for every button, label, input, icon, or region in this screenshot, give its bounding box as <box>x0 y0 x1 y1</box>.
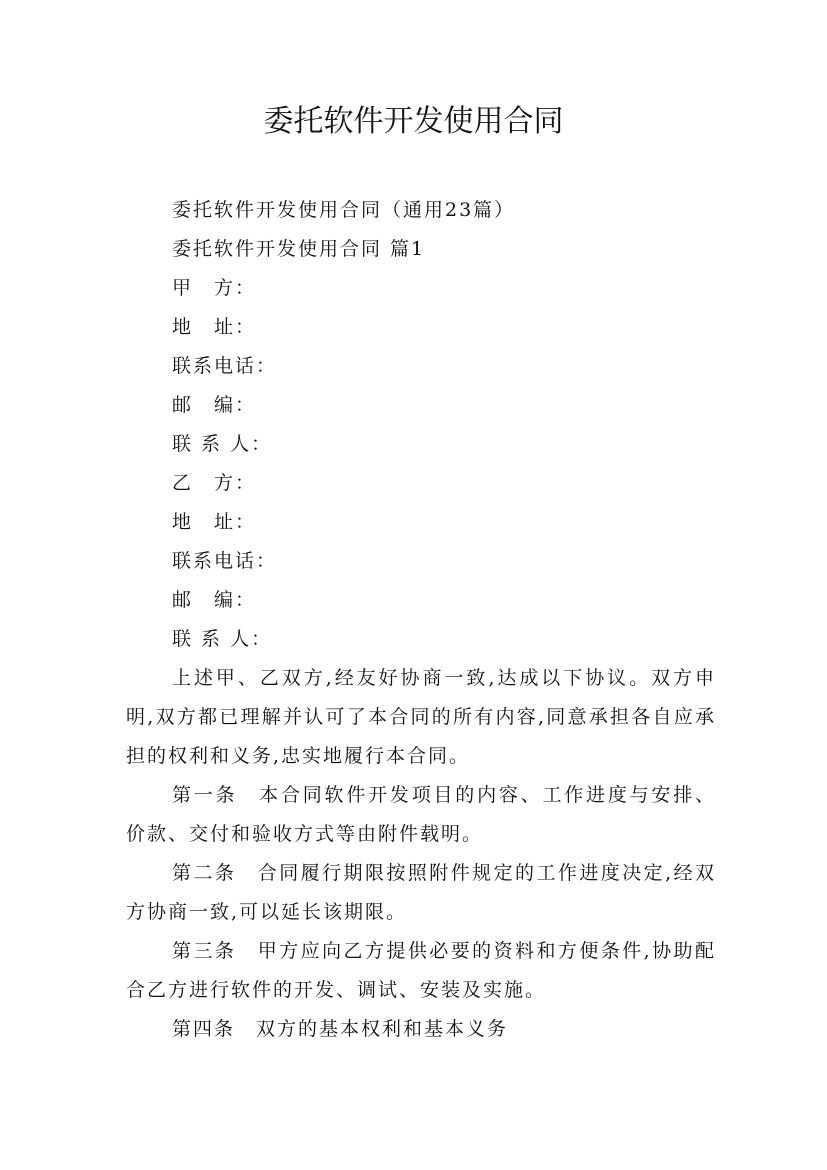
section-heading: 委托软件开发使用合同 篇1 <box>172 238 426 260</box>
party-a-postcode-label: 邮 编： <box>172 394 257 416</box>
party-a-phone-label: 联系电话： <box>172 355 278 377</box>
article-4: 第四条 双方的基本权利和基本义务 <box>172 1018 509 1040</box>
party-a-contact-label: 联 系 人： <box>172 433 273 455</box>
party-b-postcode-label: 邮 编： <box>172 589 257 611</box>
party-b-contact-label: 联 系 人： <box>172 628 273 650</box>
document-body <box>126 191 716 1049</box>
article-3: 第三条 甲方应向乙方提供必要的资料和方便条件,协助配合乙方进行软件的开发、调试、安装及实施。 <box>126 940 716 1001</box>
party-b-label: 乙 方： <box>172 472 257 494</box>
party-a-label: 甲 方： <box>172 277 257 299</box>
party-a-address-label: 地 址： <box>172 316 257 338</box>
article-1: 第一条 本合同软件开发项目的内容、工作进度与安排、价款、交付和验收方式等由附件载明。 <box>126 784 716 845</box>
party-b-phone-label: 联系电话： <box>172 550 278 572</box>
article-2: 第二条 合同履行期限按照附件规定的工作进度决定,经双方协商一致,可以延长该期限。 <box>126 862 716 923</box>
document-title: 委托软件开发使用合同 <box>263 104 564 139</box>
party-b-address-label: 地 址： <box>172 511 257 533</box>
subtitle-line: 委托软件开发使用合同（通用23篇） <box>172 199 516 221</box>
agreement-paragraph: 上述甲、乙双方,经友好协商一致,达成以下协议。双方申明,双方都已理解并认可了本合同的所有内容,同意承担各自应承担的权利和义务,忠实地履行本合同。 <box>126 667 716 767</box>
